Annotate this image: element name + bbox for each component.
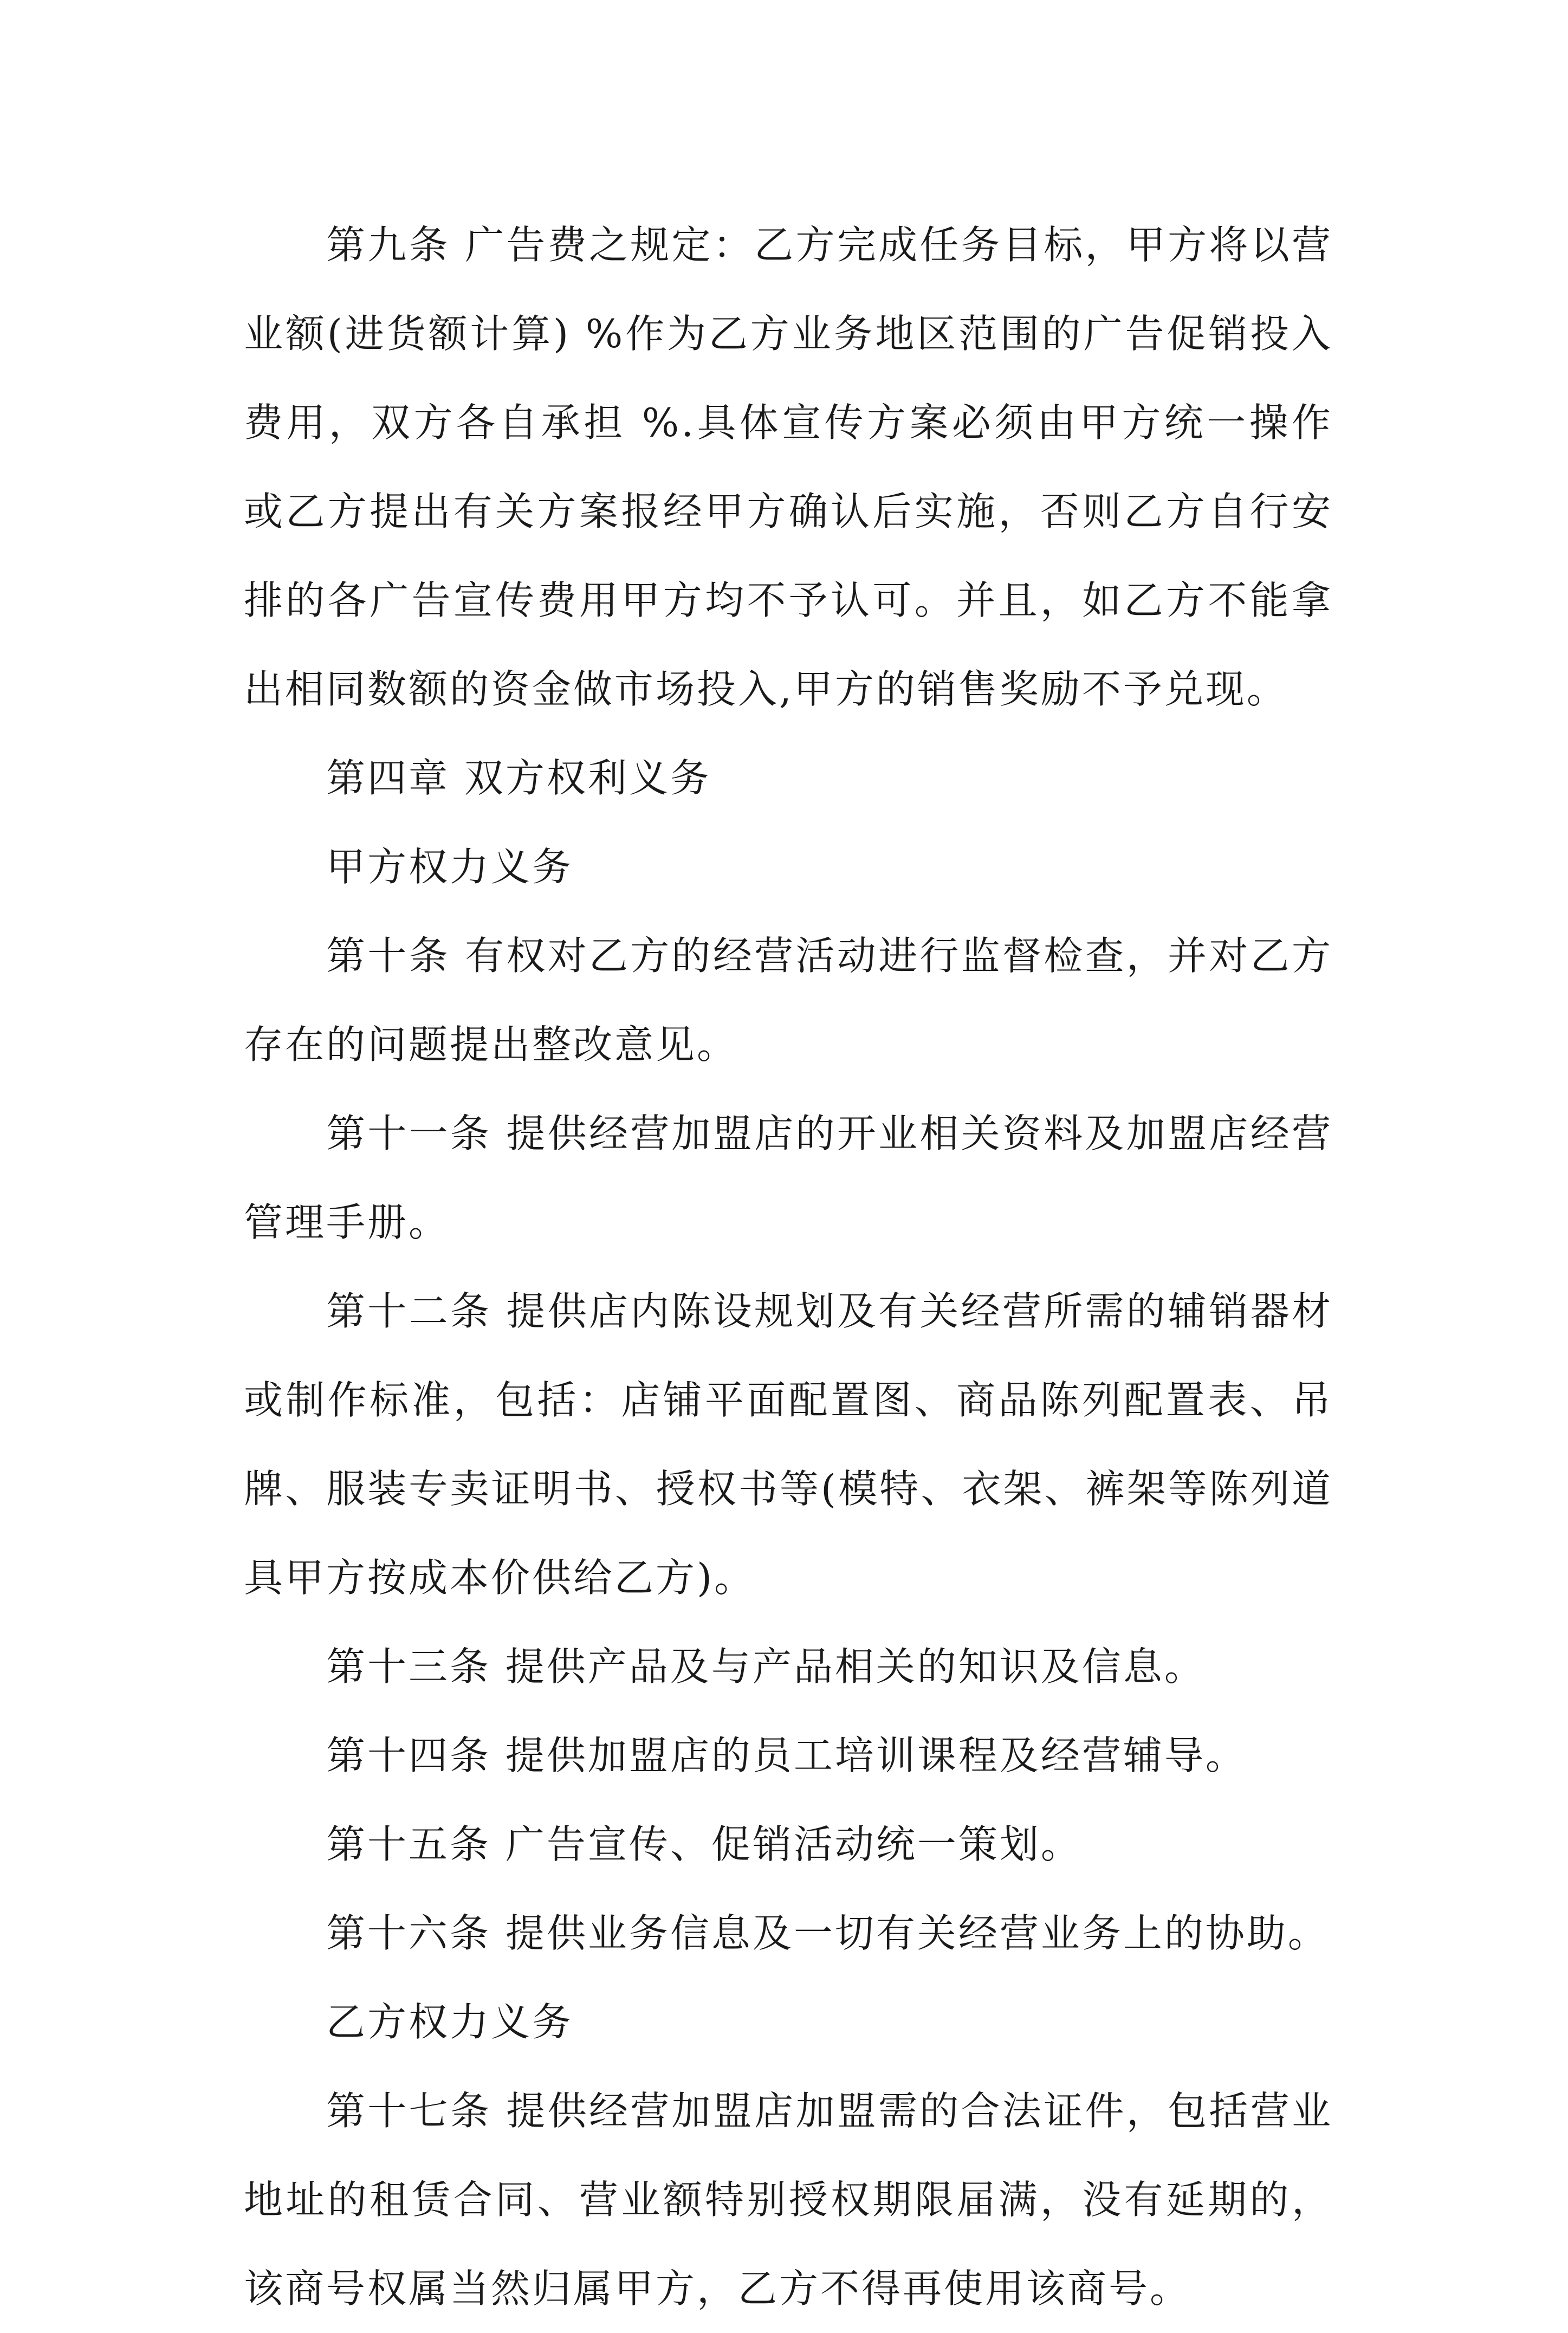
article-10-paragraph: 第十条 有权对乙方的经营活动进行监督检查，并对乙方存在的问题提出整改意见。 [244, 933, 1333, 1067]
party-b-rights-heading: 乙方权力义务 [326, 1999, 574, 2045]
article-9-paragraph: 第九条 广告费之规定：乙方完成任务目标，甲方将以营业额(进货额计算) %作为乙方业务地区范围的广告促销投入费用，双方各自承担 %.具体宣传方案必须由甲方统一操作或乙方提出有关方案报经甲方确认后实施，否则乙方自行安排的各广告宣传费用甲方均不予认可。并且，如乙方不能拿出相同数额的资金做市场投入,甲方的销售奖励不予兑现。 [244, 222, 1333, 712]
article-13-paragraph: 第十三条 提供产品及与产品相关的知识及信息。 [326, 1644, 1206, 1689]
article-14-paragraph: 第十四条 提供加盟店的员工培训课程及经营辅导。 [326, 1733, 1247, 1778]
article-15-paragraph: 第十五条 广告宣传、促销活动统一策划。 [326, 1822, 1082, 1867]
chapter-4-heading: 第四章 双方权利义务 [326, 755, 711, 801]
party-a-rights-heading: 甲方权力义务 [326, 844, 574, 890]
article-16-paragraph: 第十六条 提供业务信息及一切有关经营业务上的协助。 [326, 1910, 1329, 1956]
article-12-paragraph: 第十二条 提供店内陈设规划及有关经营所需的辅销器材或制作标准，包括：店铺平面配置图、商品陈列配置表、吊牌、服装专卖证明书、授权书等(模特、衣架、裤架等陈列道具甲方按成本价供给乙方)。 [244, 1288, 1333, 1600]
article-17-paragraph: 第十七条 提供经营加盟店加盟需的合法证件，包括营业地址的租赁合同、营业额特别授权期限届满，没有延期的，该商号权属当然归属甲方，乙方不得再使用该商号。 [244, 2088, 1333, 2311]
article-11-paragraph: 第十一条 提供经营加盟店的开业相关资料及加盟店经营管理手册。 [244, 1111, 1333, 1245]
document-page [244, 200, 1333, 2333]
